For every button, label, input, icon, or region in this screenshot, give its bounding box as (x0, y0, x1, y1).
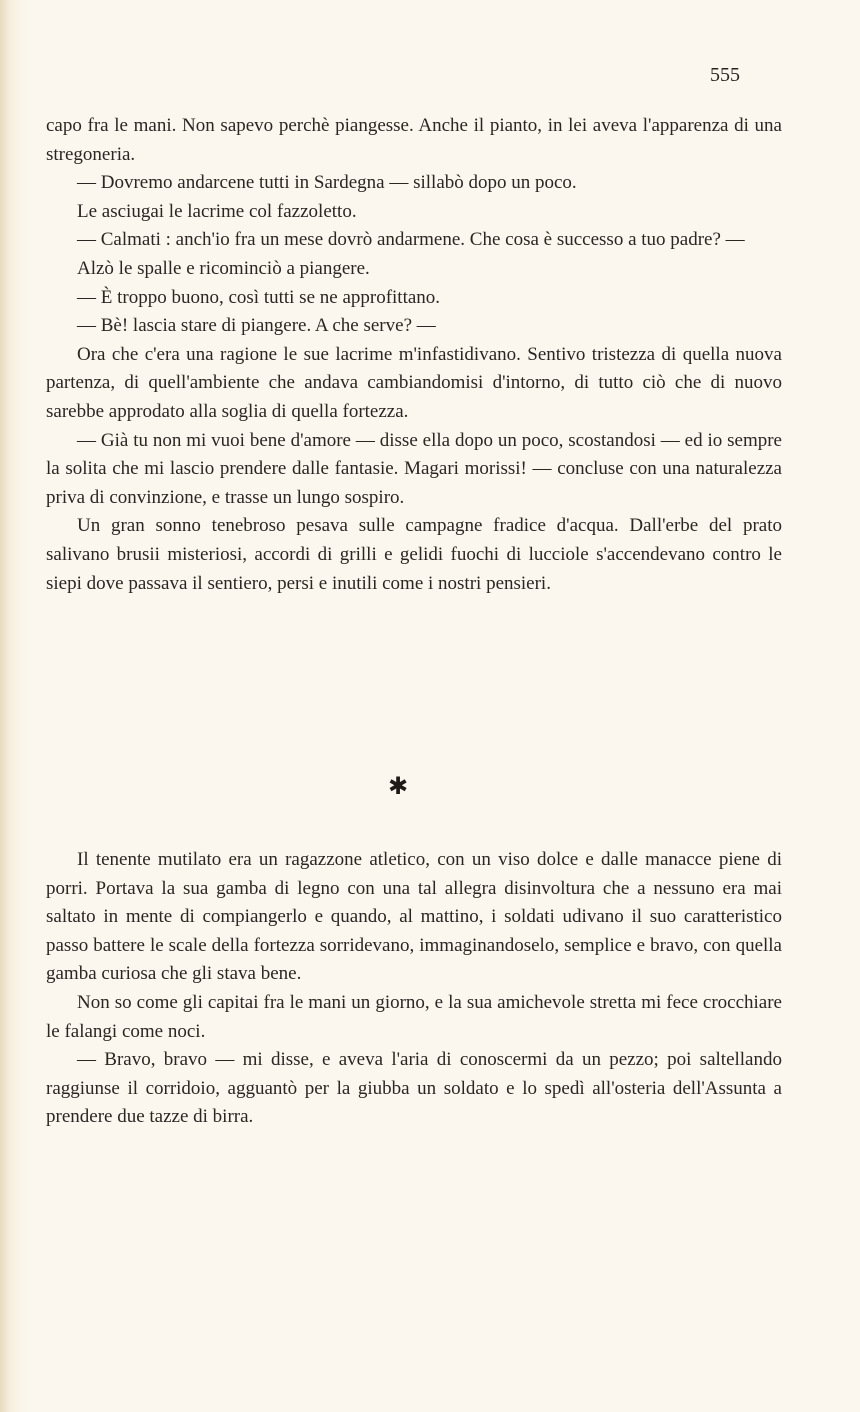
paragraph: Il tenente mutilato era un ragazzone atletico, con un viso dolce e dalle manacce piene di porri. Portava la sua gamba di legno con una tal allegra disinvoltura che a nessuno era mai saltato in mente di compiangerlo e quando, al mattino, i soldati udivano il suo caratteristico passo battere le scale della fortezza sorridevano, immaginandoselo, semplice e bravo, con quella gamba curiosa che gli stava bene. (46, 849, 782, 985)
section-one-text (46, 112, 782, 598)
paragraph: — È troppo buono, così tutti se ne approfittano. (77, 286, 441, 308)
paragraph: Alzò le spalle e ricominciò a piangere. (77, 257, 370, 279)
paragraph: — Già tu non mi vuoi bene d'amore — disse ella dopo un poco, scostandosi — ed io sempre la solita che mi lascio prendere dalle fantasie. Magari morissi! — concluse con una naturalezza priva di convinzione, e trasse un lungo sospiro. (46, 429, 782, 508)
paragraph: Non so come gli capitai fra le mani un giorno, e la sua amichevole stretta mi fece crocchiare le falangi come noci. (46, 991, 782, 1042)
paragraph: capo fra le mani. Non sapevo perchè piangesse. Anche il pianto, in lei aveva l'apparenza di una stregoneria. (46, 115, 782, 165)
paragraph: — Bravo, bravo — mi disse, e aveva l'aria di conoscermi da un pezzo; poi saltellando raggiunse il corridoio, agguantò per la giubba un soldato e lo spedì all'osteria dell'Assunta a prendere due tazze di birra. (46, 1049, 782, 1128)
section-two-text (46, 846, 782, 1132)
paragraph: Un gran sonno tenebroso pesava sulle campagne fradice d'acqua. Dall'erbe del prato salivano brusii misteriosi, accordi di grilli e gelidi fuochi di lucciole s'accendevano contro le siepi dove passava il sentiero, persi e inutili come i nostri pensieri. (46, 515, 782, 594)
paragraph: — Dovremo andarcene tutti in Sardegna — sillabò dopo un poco. (77, 172, 577, 194)
page-number: 555 (710, 64, 740, 86)
section-separator-asterisk: ✱ (387, 772, 409, 800)
paragraph: Le asciugai le lacrime col fazzoletto. (77, 200, 357, 222)
paragraph: — Bè! lascia stare di piangere. A che serve? — (77, 315, 436, 337)
paragraph: Ora che c'era una ragione le sue lacrime m'infastidivano. Sentivo tristezza di quella nuova partenza, di quell'ambiente che andava cambiandomisi d'intorno, di tutto ciò che di nuovo sarebbe approdato alla soglia di quella fortezza. (46, 343, 782, 422)
paragraph: — Calmati : anch'io fra un mese dovrò andarmene. Che cosa è successo a tuo padre? — (77, 229, 745, 251)
